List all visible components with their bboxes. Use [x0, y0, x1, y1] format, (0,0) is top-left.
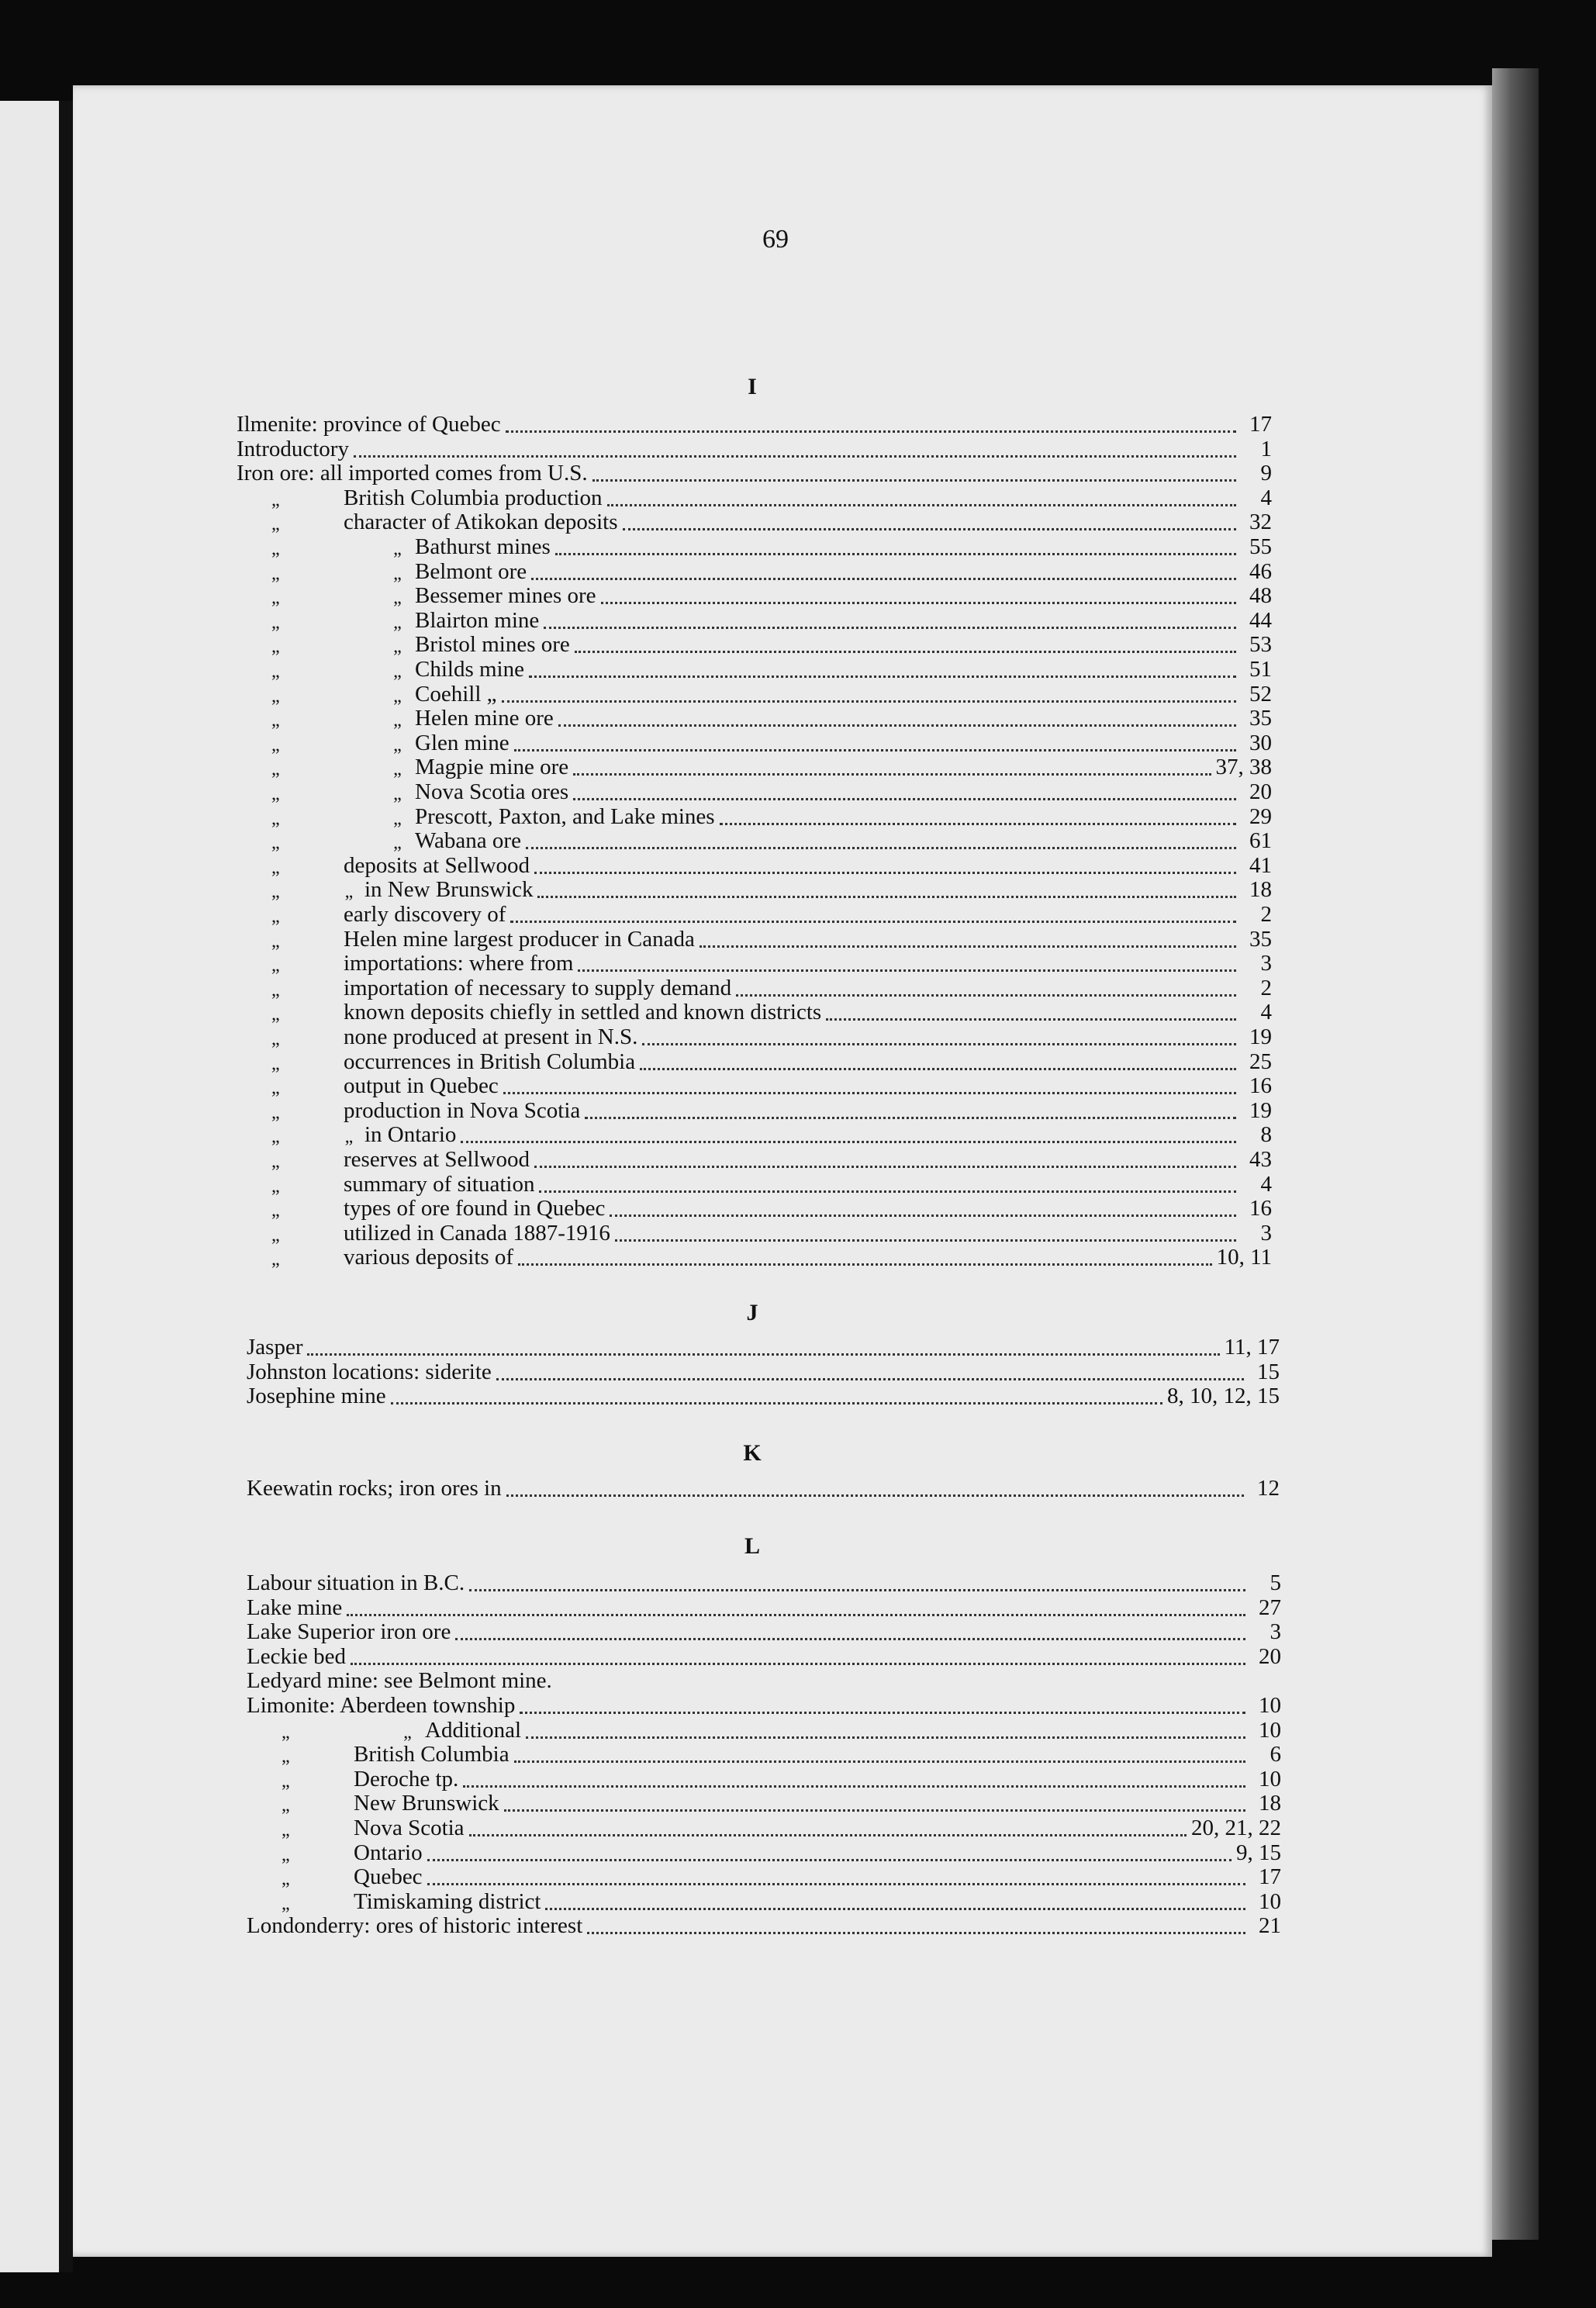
sub-ditto-mark: „	[344, 882, 354, 903]
dot-leader	[601, 601, 1236, 604]
dot-leader	[455, 1637, 1245, 1640]
entry-text: Ontario	[354, 1840, 423, 1865]
ditto-mark: „	[271, 662, 280, 682]
entry-text: Introductory	[237, 436, 349, 461]
entry-pages: 27	[1259, 1595, 1281, 1620]
entry-text: Additional	[425, 1717, 522, 1743]
entry-text: importations: where from	[344, 951, 574, 976]
dot-leader	[526, 1736, 1245, 1739]
book-gutter	[59, 101, 73, 2272]
entry-pages: 43	[1249, 1147, 1272, 1172]
ditto-mark: „	[271, 514, 280, 535]
entry-text: Keewatin rocks; iron ores in	[247, 1476, 502, 1501]
section-letter-k: K	[743, 1440, 762, 1466]
entry-text: Blairton mine	[415, 607, 540, 633]
sub-ditto-mark: „	[393, 563, 402, 584]
entry-pages: 29	[1249, 803, 1272, 829]
entry-pages: 20	[1259, 1643, 1281, 1669]
entry-pages: 10, 11	[1216, 1245, 1272, 1270]
sub-ditto-mark: „	[393, 686, 402, 707]
entry-pages: 3	[1260, 1220, 1272, 1246]
entry-text: deposits at Sellwood	[344, 852, 530, 878]
index-entry	[237, 1024, 1272, 1049]
dot-leader	[557, 1688, 1245, 1689]
entry-text: Ilmenite: province of Quebec	[237, 412, 501, 437]
index-entry	[247, 1334, 1280, 1359]
index-entry	[247, 1383, 1280, 1408]
index-entry	[237, 558, 1272, 583]
entry-pages: 12	[1257, 1476, 1280, 1501]
sub-ditto-mark: „	[393, 612, 402, 633]
dot-leader	[514, 1760, 1245, 1763]
sub-ditto-mark: „	[393, 710, 402, 731]
entry-text: Bessemer mines ore	[415, 583, 596, 609]
index-entry	[237, 607, 1272, 632]
index-entry	[247, 1595, 1281, 1619]
dot-leader	[496, 1377, 1244, 1380]
entry-pages: 4	[1260, 1171, 1272, 1197]
ditto-mark: „	[282, 1722, 290, 1743]
dot-leader	[642, 1042, 1236, 1045]
dot-leader	[736, 993, 1236, 997]
dot-leader	[615, 1239, 1236, 1242]
entry-text: Iron ore: all imported comes from U.S.	[237, 461, 588, 486]
entry-text: utilized in Canada 1887-1916	[344, 1220, 610, 1246]
sub-ditto-mark: „	[393, 588, 402, 609]
entry-text: Glen mine	[415, 730, 510, 755]
entry-pages: 53	[1249, 632, 1272, 658]
index-entry	[237, 803, 1272, 828]
index-entry	[237, 1195, 1272, 1220]
entry-text: in New Brunswick	[364, 877, 534, 903]
entry-pages: 17	[1259, 1864, 1281, 1890]
entry-pages: 5	[1270, 1570, 1281, 1595]
index-entry	[237, 1097, 1272, 1122]
ditto-mark: „	[271, 1127, 280, 1148]
entry-text: Quebec	[354, 1864, 423, 1890]
ditto-mark: „	[271, 1053, 280, 1074]
index-entry	[237, 534, 1272, 558]
sub-ditto-mark: „	[403, 1722, 412, 1743]
sub-ditto-mark: „	[393, 637, 402, 658]
dot-leader	[351, 1662, 1245, 1665]
entry-text: Helen mine largest producer in Canada	[344, 926, 695, 952]
index-entry	[247, 1667, 1281, 1692]
sub-ditto-mark: „	[393, 539, 402, 559]
dot-leader	[518, 1263, 1211, 1266]
index-entry	[237, 827, 1272, 852]
entry-pages: 1	[1260, 436, 1272, 461]
sub-ditto-mark: „	[393, 734, 402, 755]
entry-pages: 4	[1260, 1000, 1272, 1025]
entry-pages: 3	[1270, 1619, 1281, 1645]
index-entry	[247, 1766, 1281, 1791]
entry-text: Josephine mine	[247, 1384, 386, 1409]
index-entry	[237, 436, 1272, 461]
ditto-mark: „	[271, 1004, 280, 1025]
index-entry	[237, 950, 1272, 975]
entry-pages: 10	[1259, 1766, 1281, 1791]
entry-pages: 3	[1260, 951, 1272, 976]
index-entry	[237, 754, 1272, 779]
entry-text: New Brunswick	[354, 1791, 499, 1816]
entry-pages: 2	[1260, 902, 1272, 927]
entry-text: known deposits chiefly in settled and known districts	[344, 1000, 822, 1025]
entry-pages: 37, 38	[1215, 755, 1272, 780]
index-entry	[237, 705, 1272, 730]
entry-pages: 9	[1260, 461, 1272, 486]
index-entry	[237, 411, 1272, 436]
entry-text: Timiskaming district	[354, 1888, 541, 1914]
ditto-mark: „	[271, 784, 280, 804]
index-entry	[237, 876, 1272, 901]
index-entry	[237, 852, 1272, 877]
entry-text: Bristol mines ore	[415, 632, 570, 658]
index-entry	[237, 631, 1272, 656]
entry-pages: 8, 10, 12, 15	[1167, 1384, 1280, 1409]
index-entry	[247, 1864, 1281, 1888]
entry-pages: 35	[1249, 926, 1272, 952]
index-entry	[237, 1121, 1272, 1146]
ditto-mark: „	[271, 1102, 280, 1123]
ditto-mark: „	[271, 1152, 280, 1172]
index-entry	[237, 975, 1272, 1000]
entry-pages: 19	[1249, 1097, 1272, 1123]
entry-text: Leckie bed	[247, 1643, 347, 1669]
entry-pages: 18	[1249, 877, 1272, 903]
entry-pages: 19	[1249, 1024, 1272, 1049]
entry-text: Helen mine ore	[415, 706, 554, 731]
entry-pages: 61	[1249, 828, 1272, 854]
dot-leader	[461, 1140, 1236, 1143]
dot-leader	[520, 1711, 1245, 1714]
index-entry	[237, 1146, 1272, 1171]
entry-text: British Columbia	[354, 1742, 510, 1767]
entry-pages: 9, 15	[1236, 1840, 1281, 1865]
entry-text: Ledyard mine: see Belmont mine.	[247, 1668, 552, 1694]
dot-leader	[514, 748, 1236, 751]
entry-text: early discovery of	[344, 902, 506, 927]
dot-leader	[469, 1588, 1245, 1591]
index-entry	[247, 1840, 1281, 1864]
entry-pages: 30	[1249, 730, 1272, 755]
entry-text: Lake mine	[247, 1595, 343, 1620]
ditto-mark: „	[271, 931, 280, 952]
index-entry	[247, 1359, 1280, 1384]
entry-pages: 46	[1249, 558, 1272, 584]
ditto-mark: „	[271, 1176, 280, 1197]
index-entry	[237, 901, 1272, 926]
dot-leader	[307, 1353, 1219, 1356]
entry-pages: 4	[1260, 485, 1272, 510]
dot-leader	[427, 1858, 1232, 1861]
ditto-mark: „	[271, 980, 280, 1000]
section-letter-l: L	[744, 1533, 760, 1559]
entry-text: reserves at Sellwood	[344, 1147, 530, 1172]
dot-leader	[354, 454, 1236, 458]
dot-leader	[537, 895, 1236, 898]
entry-text: types of ore found in Quebec	[344, 1196, 606, 1221]
index-entry	[237, 460, 1272, 485]
dot-leader	[510, 920, 1236, 923]
index-entry	[247, 1570, 1281, 1595]
entry-text: Prescott, Paxton, and Lake mines	[415, 803, 715, 829]
index-entry	[237, 509, 1272, 534]
entry-text: none produced at present in N.S.	[344, 1024, 638, 1049]
entry-pages: 32	[1249, 510, 1272, 535]
index-entry	[247, 1475, 1280, 1500]
entry-pages: 48	[1249, 583, 1272, 609]
entry-pages: 41	[1249, 852, 1272, 878]
entry-text: character of Atikokan deposits	[344, 510, 618, 535]
index-entry	[237, 656, 1272, 681]
dot-leader	[826, 1018, 1236, 1021]
index-entry	[247, 1643, 1281, 1668]
ditto-mark: „	[271, 808, 280, 829]
dot-leader	[469, 1833, 1187, 1836]
ditto-mark: „	[271, 563, 280, 584]
index-entry	[247, 1619, 1281, 1643]
dot-leader	[585, 1116, 1236, 1119]
entry-text: Limonite: Aberdeen township	[247, 1693, 516, 1718]
index-entry	[247, 1888, 1281, 1913]
index-entry	[237, 779, 1272, 803]
index-entry	[237, 582, 1272, 607]
dot-leader	[555, 552, 1236, 555]
dot-leader	[700, 945, 1236, 948]
entry-pages: 52	[1249, 681, 1272, 707]
index-entry	[247, 1717, 1281, 1742]
entry-pages: 2	[1260, 975, 1272, 1000]
dot-leader	[391, 1401, 1162, 1404]
dot-leader	[623, 527, 1236, 530]
entry-pages: 10	[1259, 1693, 1281, 1718]
ditto-mark: „	[271, 1201, 280, 1221]
ditto-mark: „	[271, 1249, 280, 1270]
entry-pages: 10	[1259, 1717, 1281, 1743]
ditto-mark: „	[271, 857, 280, 878]
ditto-mark: „	[271, 759, 280, 780]
dot-leader	[558, 724, 1236, 727]
dot-leader	[534, 1165, 1236, 1168]
entry-text: production in Nova Scotia	[344, 1097, 581, 1123]
dot-leader	[504, 1809, 1245, 1812]
entry-pages: 6	[1270, 1742, 1281, 1767]
entry-text: Johnston locations: siderite	[247, 1359, 492, 1384]
ditto-mark: „	[271, 539, 280, 559]
entry-text: Wabana ore	[415, 828, 521, 854]
entry-text: output in Quebec	[344, 1073, 499, 1099]
index-entry	[247, 1790, 1281, 1815]
dot-leader	[720, 822, 1236, 825]
ditto-mark: „	[282, 1844, 290, 1865]
entry-text: Belmont ore	[415, 558, 527, 584]
index-entry	[237, 1220, 1272, 1245]
dot-leader	[347, 1613, 1245, 1616]
ditto-mark: „	[282, 1820, 290, 1840]
entry-text: in Ontario	[364, 1122, 457, 1148]
ditto-mark: „	[271, 907, 280, 927]
dot-leader	[526, 846, 1236, 849]
entry-pages: 55	[1249, 534, 1272, 559]
entry-pages: 16	[1249, 1073, 1272, 1099]
index-entry	[237, 1049, 1272, 1073]
index-entry	[237, 926, 1272, 951]
entry-text: Magpie mine ore	[415, 755, 569, 780]
dot-leader	[427, 1882, 1245, 1885]
dot-leader	[539, 1190, 1236, 1193]
index-entry	[237, 681, 1272, 706]
ditto-mark: „	[271, 612, 280, 633]
entry-text: Labour situation in B.C.	[247, 1570, 465, 1595]
page-edge-shadow	[1492, 68, 1539, 2240]
ditto-mark: „	[271, 955, 280, 976]
entry-pages: 18	[1259, 1791, 1281, 1816]
entry-text: Nova Scotia	[354, 1816, 465, 1840]
ditto-mark: „	[271, 489, 280, 510]
entry-text: Coehill „	[415, 681, 497, 707]
dot-leader	[607, 503, 1237, 506]
index-entry	[247, 1741, 1281, 1766]
dot-leader	[610, 1214, 1236, 1217]
section-letter-j: J	[746, 1300, 758, 1325]
ditto-mark: „	[271, 1225, 280, 1246]
entry-text: British Columbia production	[344, 485, 603, 510]
dot-leader	[578, 969, 1236, 972]
entry-pages: 20	[1249, 779, 1272, 804]
entry-pages: 35	[1249, 706, 1272, 731]
sub-ditto-mark: „	[393, 759, 402, 780]
index-entry	[247, 1815, 1281, 1840]
index-entry	[237, 1073, 1272, 1097]
dot-leader	[573, 797, 1236, 800]
sub-ditto-mark: „	[393, 784, 402, 804]
dot-leader	[506, 430, 1236, 433]
sub-ditto-mark: „	[344, 1127, 354, 1148]
entry-text: Childs mine	[415, 657, 524, 682]
index-entry	[247, 1692, 1281, 1717]
index-entry	[237, 999, 1272, 1024]
entry-text: summary of situation	[344, 1171, 535, 1197]
index-entry	[237, 485, 1272, 510]
sub-ditto-mark: „	[393, 833, 402, 854]
entry-text: Deroche tp.	[354, 1766, 459, 1791]
entry-pages: 44	[1249, 607, 1272, 633]
entry-text: importation of necessary to supply demand	[344, 975, 732, 1000]
entry-pages: 21	[1259, 1913, 1281, 1939]
ditto-mark: „	[282, 1869, 290, 1890]
dot-leader	[531, 577, 1236, 580]
entry-pages: 10	[1259, 1888, 1281, 1914]
index-entry	[237, 1171, 1272, 1196]
dot-leader	[529, 675, 1236, 678]
entry-text: Lake Superior iron ore	[247, 1619, 451, 1645]
dot-leader	[640, 1067, 1236, 1070]
ditto-mark: „	[282, 1747, 290, 1767]
entry-pages: 51	[1249, 657, 1272, 682]
index-entry	[237, 730, 1272, 755]
ditto-mark: „	[271, 1029, 280, 1049]
ditto-mark: „	[271, 833, 280, 854]
entry-pages: 15	[1257, 1359, 1280, 1384]
section-letter-i: I	[748, 374, 757, 399]
ditto-mark: „	[282, 1771, 290, 1791]
ditto-mark: „	[271, 588, 280, 609]
ditto-mark: „	[282, 1795, 290, 1816]
dot-leader	[502, 700, 1236, 703]
dot-leader	[587, 1931, 1245, 1934]
entry-pages: 11, 17	[1224, 1335, 1280, 1360]
dot-leader	[573, 772, 1211, 776]
entry-text: occurrences in British Columbia	[344, 1049, 636, 1074]
dot-leader	[545, 1907, 1245, 1910]
dot-leader	[506, 1494, 1244, 1497]
entry-pages: 25	[1249, 1049, 1272, 1074]
dot-leader	[534, 871, 1236, 874]
ditto-mark: „	[271, 882, 280, 903]
entry-text: various deposits of	[344, 1245, 514, 1270]
entry-text: Londonderry: ores of historic interest	[247, 1913, 583, 1939]
dot-leader	[592, 479, 1236, 482]
entry-pages: 16	[1249, 1196, 1272, 1221]
ditto-mark: „	[282, 1893, 290, 1914]
sub-ditto-mark: „	[393, 662, 402, 682]
ditto-mark: „	[271, 686, 280, 707]
ditto-mark: „	[271, 1078, 280, 1099]
ditto-mark: „	[271, 637, 280, 658]
page-number: 69	[762, 225, 789, 254]
entry-text: Jasper	[247, 1335, 303, 1360]
entry-text: Bathurst mines	[415, 534, 551, 559]
dot-leader	[463, 1785, 1245, 1788]
entry-pages: 20, 21, 22	[1191, 1816, 1281, 1840]
entry-pages: 8	[1260, 1122, 1272, 1148]
dot-leader	[544, 626, 1236, 629]
entry-text: Nova Scotia ores	[415, 779, 569, 804]
index-entry	[237, 1244, 1272, 1269]
dot-leader	[503, 1091, 1236, 1094]
sub-ditto-mark: „	[393, 808, 402, 829]
dot-leader	[575, 650, 1236, 653]
ditto-mark: „	[271, 710, 280, 731]
ditto-mark: „	[271, 734, 280, 755]
entry-pages: 17	[1249, 412, 1272, 437]
index-entry	[247, 1912, 1281, 1937]
